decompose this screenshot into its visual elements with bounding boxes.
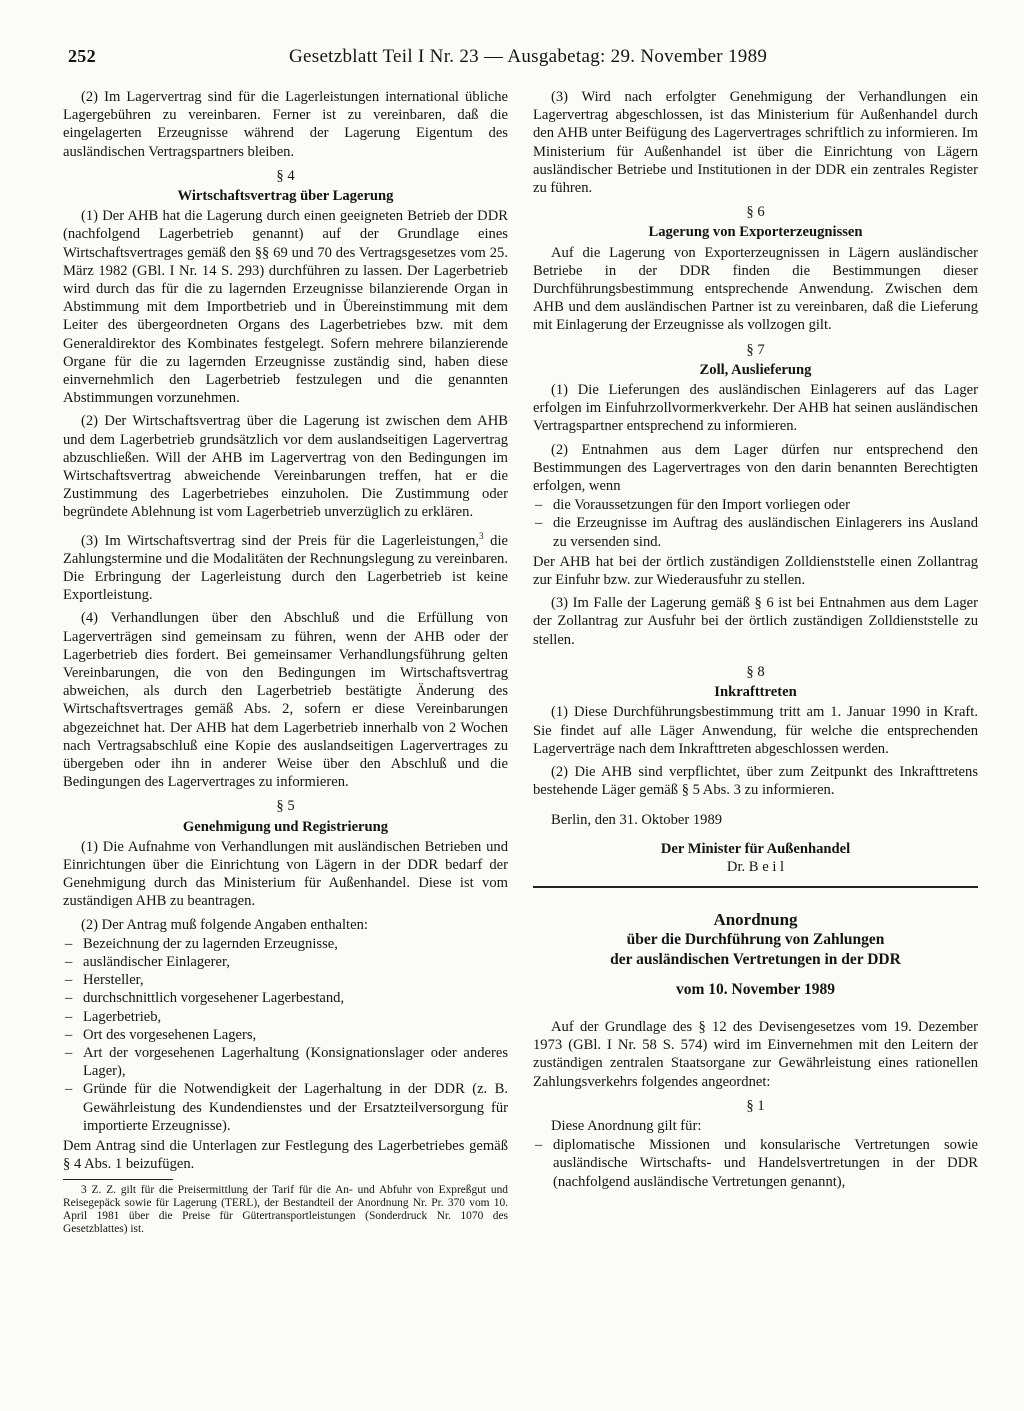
footnote: 3 Z. Z. gilt für die Preisermittlung der Tarif für die An- und Abfuhr von Expreßgut und Reisegepäck sowie für Lagerung (TERL), der Bestandteil der Anordnung Nr. Pr. 370 vom 10. April 1981 über die Preise für Gütertransportleistungen (Sonderdruck Nr. 1070 des Gesetzblattes) ist.	[63, 1184, 508, 1236]
paragraph: (2) Der Antrag muß folgende Angaben enthalten:	[81, 916, 368, 933]
page-number: 252	[68, 46, 96, 66]
list-item: – diplomatische Missionen und konsularische Vertretungen sowie ausländische Wirtschafts- und Handelsvertretungen in der DDR (nachfolgend ausländische Vertretungen genannt),	[533, 1136, 978, 1191]
section-number: § 6	[746, 204, 765, 221]
list-item: – Ort des vorgesehenen Lagers,	[63, 1026, 508, 1044]
footnote-divider	[63, 1179, 173, 1180]
signer-title: Der Minister für Außenhandel	[660, 840, 851, 857]
section-title: Genehmigung und Registrierung	[182, 818, 389, 835]
section-number: § 8	[746, 663, 765, 680]
list-item: – Lagerbetrieb,	[63, 1008, 508, 1026]
regulation-date: vom 10. November 1989	[676, 980, 835, 998]
page-header	[68, 44, 948, 72]
paragraph: (1) Die Aufnahme von Verhandlungen mit ausländischen Betrieben und Einrichtungen über die Einrichtung von Lägern in der DDR bedarf der Genehmigung durch das Ministerium für Außenhandel. Diese ist vom zuständigen AHB zu beantragen.	[63, 838, 508, 910]
place-date: Berlin, den 31. Oktober 1989	[551, 812, 723, 829]
paragraph: Dem Antrag sind die Unterlagen zur Festlegung des Lagerbetriebes gemäß § 4 Abs. 1 beizufügen.	[63, 1138, 508, 1173]
paragraph: (2) Im Lagervertrag sind für die Lagerleistungen international übliche Lagergebühren zu vereinbaren. Ferner ist zu vereinbaren, daß die eingelagerten Erzeugnisse während der Lagerung Eigentum des ausländischen Vertragspartners bleiben.	[63, 89, 508, 160]
paragraph: (1) Die Lieferungen des ausländischen Einlagerers auf das Lager erfolgen im Einfuhrzollvormerkverkehr. Der AHB hat seinen ausländischen Vertragspartner entsprechend zu informieren.	[533, 382, 978, 435]
list-item: – Art der vorgesehenen Lagerhaltung (Konsignationslager oder anderes Lager),	[63, 1044, 508, 1080]
list-item: – ausländischer Einlagerer,	[63, 953, 508, 971]
section-number: § 1	[746, 1097, 765, 1114]
section-title: Wirtschaftsvertrag über Lagerung	[177, 188, 394, 205]
right-column	[533, 88, 978, 1193]
section-title: Lagerung von Exporterzeugnissen	[648, 224, 863, 241]
section-title: Zoll, Auslieferung	[699, 361, 812, 378]
regulation-title	[533, 910, 978, 1000]
paragraph: Auf die Lagerung von Exporterzeugnissen in Lägern ausländischer Betriebe in der DDR finden die Bestimmungen dieser Durchführungsbestimmung entsprechende Anwendung. Zwischen dem AHB und dem ausländischen Partner ist zu vereinbaren, daß die Lieferung mit Einlagerung der Erzeugnisse als vollzogen gilt.	[533, 244, 978, 334]
left-column	[63, 88, 508, 1241]
list-item: – Bezeichnung der zu lagernden Erzeugnisse,	[63, 935, 508, 953]
conditions-list	[533, 496, 978, 551]
section-title: Inkrafttreten	[714, 684, 797, 701]
paragraph	[63, 527, 508, 605]
paragraph: (1) Der AHB hat die Lagerung durch einen geeigneten Betrieb der DDR (nachfolgend Lagerbetrieb genannt) auf der Grundlage eines Wirtschaftsvertrages gemäß den §§ 69 und 70 des Vertragsgesetzes vom 25. März 1982 (GBl. I Nr. 14 S. 293) durchführen zu lassen. Der Lagerbetrieb wird durch das für die zu lagernden Erzeugnisse bilanzierende Organ in Abstimmung mit dem Importbetrieb und in Übereinstimmung mit dem Leiter des übergeordneten Organs des Lagerbetriebes bzw. mit dem Generaldirektor des Kombinates festgelegt. Sofern mehrere bilanzierende Organe für die zu lagernden Erzeugnisse zuständig sind, haben diese einvernehmlich den Lagerbetrieb festzulegen und die genannten Abstimmungen vorzunehmen.	[63, 208, 508, 407]
footnote-ref: 3	[479, 530, 484, 541]
paragraph: Diese Anordnung gilt für:	[551, 1117, 702, 1134]
list-item: – die Erzeugnisse im Auftrag des ausländischen Einlagerers ins Ausland zu versenden sind.	[533, 514, 978, 550]
paragraph: (1) Diese Durchführungsbestimmung tritt am 1. Januar 1990 in Kraft. Sie findet auf alle Läger Anwendung, für welche die entsprechenden Lagerverträge nach dem Inkrafttreten abgeschlossen werden.	[533, 704, 978, 757]
list-item: – Gründe für die Notwendigkeit der Lagerhaltung in der DDR (z. B. Gewährleistung des Kundendienstes und der Ersatzteilversorgung für importierte Erzeugnisse).	[63, 1080, 508, 1135]
section-number: § 4	[276, 167, 295, 184]
list-item: – die Voraussetzungen für den Import vorliegen oder	[533, 496, 978, 514]
section-number: § 5	[276, 798, 295, 815]
paragraph-text: (3) Im Wirtschaftsvertrag sind der Preis für die Lagerleistungen,	[81, 532, 480, 549]
paragraph: Auf der Grundlage des § 12 des Devisengesetzes vom 19. Dezember 1973 (GBl. I Nr. 58 S. 574) wird im Einvernehmen mit den Leitern der zuständigen zentralen Staatsorgane zur Gewährleistung eines rationellen Zahlungsverkehrs folgendes angeordnet:	[533, 1018, 978, 1090]
regulation-title-line: Anordnung	[713, 909, 798, 929]
regulation-title-line: der ausländischen Vertretungen in der DDR	[610, 950, 901, 968]
section-divider	[533, 886, 978, 888]
paragraph: (2) Die AHB sind verpflichtet, über zum Zeitpunkt des Inkrafttretens bestehende Läger gemäß § 5 Abs. 3 zu informieren.	[533, 763, 978, 799]
paragraph: (3) Im Falle der Lagerung gemäß § 6 ist bei Entnahmen aus dem Lager der Zollantrag zur Ausfuhr bei der örtlich zuständigen Zolldienststelle zu stellen.	[533, 595, 978, 648]
paragraph: (2) Entnahmen aus dem Lager dürfen nur entsprechend den Bestimmungen des Lagervertrages von den darin benannten Berechtigten erfolgen, wenn	[533, 441, 978, 495]
regulation-title-line: über die Durchführung von Zahlungen	[626, 930, 885, 948]
running-head: Gesetzblatt Teil I Nr. 23 — Ausgabetag: 29. November 1989	[289, 46, 768, 67]
list-item: – durchschnittlich vorgesehener Lagerbestand,	[63, 989, 508, 1007]
paragraph: Der AHB hat bei der örtlich zuständigen Zolldienststelle einen Zollantrag zur Einfuhr bzw. zur Wiederausfuhr zu stellen.	[533, 553, 978, 589]
list-item: – Hersteller,	[63, 971, 508, 989]
section-number: § 7	[746, 341, 765, 358]
paragraph-text: die Zahlungstermine und die Modalitäten der Rechnungslegung zu vereinbaren. Die Erbringung der Lagerleistung durch den Lagerbetrieb ist keine Exportleistung.	[63, 532, 508, 604]
signer-name: Dr. B e i l	[726, 858, 785, 875]
paragraph: (4) Verhandlungen über den Abschluß und die Erfüllung von Lagerverträgen sind gemeinsam zu führen, wenn der AHB oder der Lagerbetrieb dies fordert. Bei gemeinsamer Verhandlungsführung gelten Vereinbarungen, die von den Bedingungen im Wirtschaftsvertrag abweichen, als durch den Lagerbetrieb bestätigte Änderung des Wirtschaftsvertrages gemäß Abs. 2, sofern er diese Vereinbarungen abgezeichnet hat. Der AHB hat dem Lagerbetrieb innerhalb von 2 Wochen nach Vertragsabschluß eine Kopie des auslandseitigen Lagervertrages zu übergeben oder ihn in anderer Weise über den Abschluß und die Bedingungen des Lagervertrages zu informieren.	[63, 610, 508, 791]
requirements-list	[63, 935, 508, 1135]
paragraph: (3) Wird nach erfolgter Genehmigung der Verhandlungen ein Lagervertrag abgeschlossen, ist das Ministerium für Außenhandel durch den AHB unter Beifügung des Lagervertrages schriftlich zu informieren. Im Ministerium für Außenhandel ist über die Einrichtung von Lägern ausländischer Betriebe und Institutionen in der DDR ein zentrales Register zu führen.	[533, 89, 978, 197]
paragraph: (2) Der Wirtschaftsvertrag über die Lagerung ist zwischen dem AHB und dem Lagerbetrieb grundsätzlich vor dem auslandseitigen Lagervertrag abzuschließen. Will der AHB im Lagervertrag von den Bedingungen im Wirtschaftsvertrag abweichende Vereinbarungen treffen, hat er die Zustimmung des Lagerbetriebes einzuholen. Die Zustimmung oder begründete Ablehnung ist vom Lagerbetrieb unverzüglich zu erklären.	[63, 413, 508, 521]
scope-list	[533, 1136, 978, 1191]
